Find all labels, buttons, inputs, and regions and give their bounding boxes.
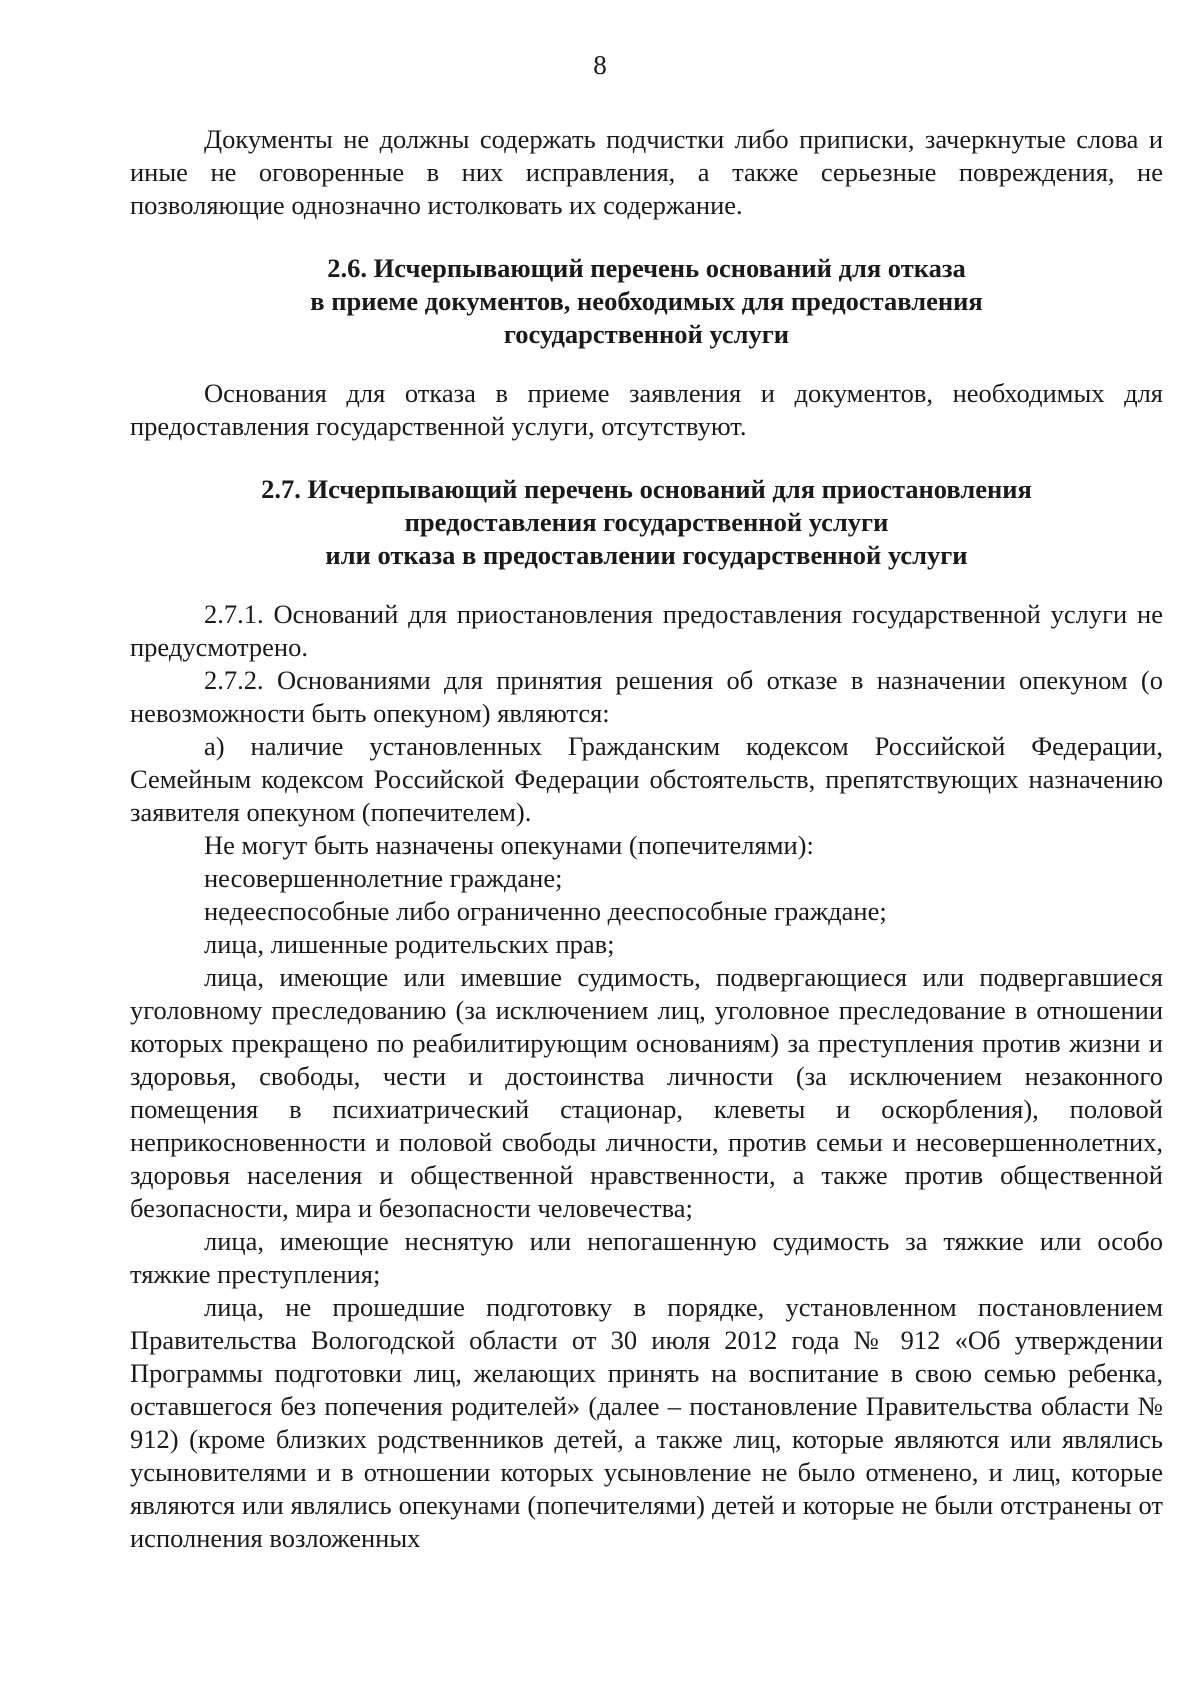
section-2-6-heading-line: 2.6. Исчерпывающий перечень оснований для отказа — [327, 253, 966, 283]
list-item: несовершеннолетние граждане; — [204, 863, 563, 893]
list-intro: Не могут быть назначены опекунами (попечителями): — [204, 830, 814, 860]
section-2-7-heading — [130, 473, 1163, 572]
list-item: лица, лишенные родительских прав; — [204, 929, 615, 959]
list-item: лица, не прошедшие подготовку в порядке, установленном постановлением Правительства Вологодской области от 30 июля 2012 года № 912 «Об утверждении Программы подготовки лиц, желающих принять на воспитание в свою семью ребенка, оставшегося без попечения родителей» (далее – постановление Правительства области № 912) (кроме близких родственников детей, а также лиц, которые являются или являлись усыновителями и в отношении которых усыновление не было отменено, и лиц, которые являются или являлись опекунами (попечителями) детей и которые не были отстранены от исполнения возложенных — [130, 1292, 1163, 1553]
clause-2-7-1: 2.7.1. Оснований для приостановления предоставления государственной услуги не предусмотрено. — [130, 599, 1163, 662]
section-2-6-heading — [130, 252, 1163, 351]
document-body — [130, 123, 1163, 1555]
list-item: лица, имеющие или имевшие судимость, подвергающиеся или подвергавшиеся уголовному преследованию (за исключением лиц, уголовное преследование в отношении которых прекращено по реабилитирующим основаниям) за преступления против жизни и здоровья, свободы, чести и достоинства личности (за исключением незаконного помещения в психиатрический стационар, клеветы и оскорбления), половой неприкосновенности и половой свободы личности, против семьи и несовершеннолетних, здоровья населения и общественной нравственности, а также против общественной безопасности, мира и безопасности человечества; — [130, 962, 1163, 1223]
section-2-6-heading-line: государственной услуги — [503, 319, 790, 349]
section-2-6-heading-line: в приеме документов, необходимых для предоставления — [310, 286, 983, 316]
page-number: 8 — [593, 50, 607, 80]
section-2-7-heading-line: 2.7. Исчерпывающий перечень оснований для приостановления — [261, 474, 1032, 504]
clause-a: а) наличие установленных Гражданским кодексом Российской Федерации, Семейным кодексом Российской Федерации обстоятельств, препятствующих назначению заявителя опекуном (попечителем). — [130, 731, 1163, 827]
list-item: недееспособные либо ограниченно дееспособные граждане; — [204, 896, 887, 926]
section-2-7-heading-line: или отказа в предоставлении государственной услуги — [325, 540, 968, 570]
clause-2-7-2: 2.7.2. Основаниями для принятия решения об отказе в назначении опекуном (о невозможности быть опекуном) являются: — [130, 665, 1163, 728]
section-2-6-body: Основания для отказа в приеме заявления и документов, необходимых для предоставления государственной услуги, отсутствуют. — [130, 378, 1163, 441]
intro-paragraph: Документы не должны содержать подчистки либо приписки, зачеркнутые слова и иные не оговоренные в них исправления, а также серьезные повреждения, не позволяющие однозначно истолковать их содержание. — [130, 124, 1163, 220]
list-item: лица, имеющие неснятую или непогашенную судимость за тяжкие или особо тяжкие преступления; — [130, 1226, 1163, 1289]
section-2-7-heading-line: предоставления государственной услуги — [404, 507, 889, 537]
